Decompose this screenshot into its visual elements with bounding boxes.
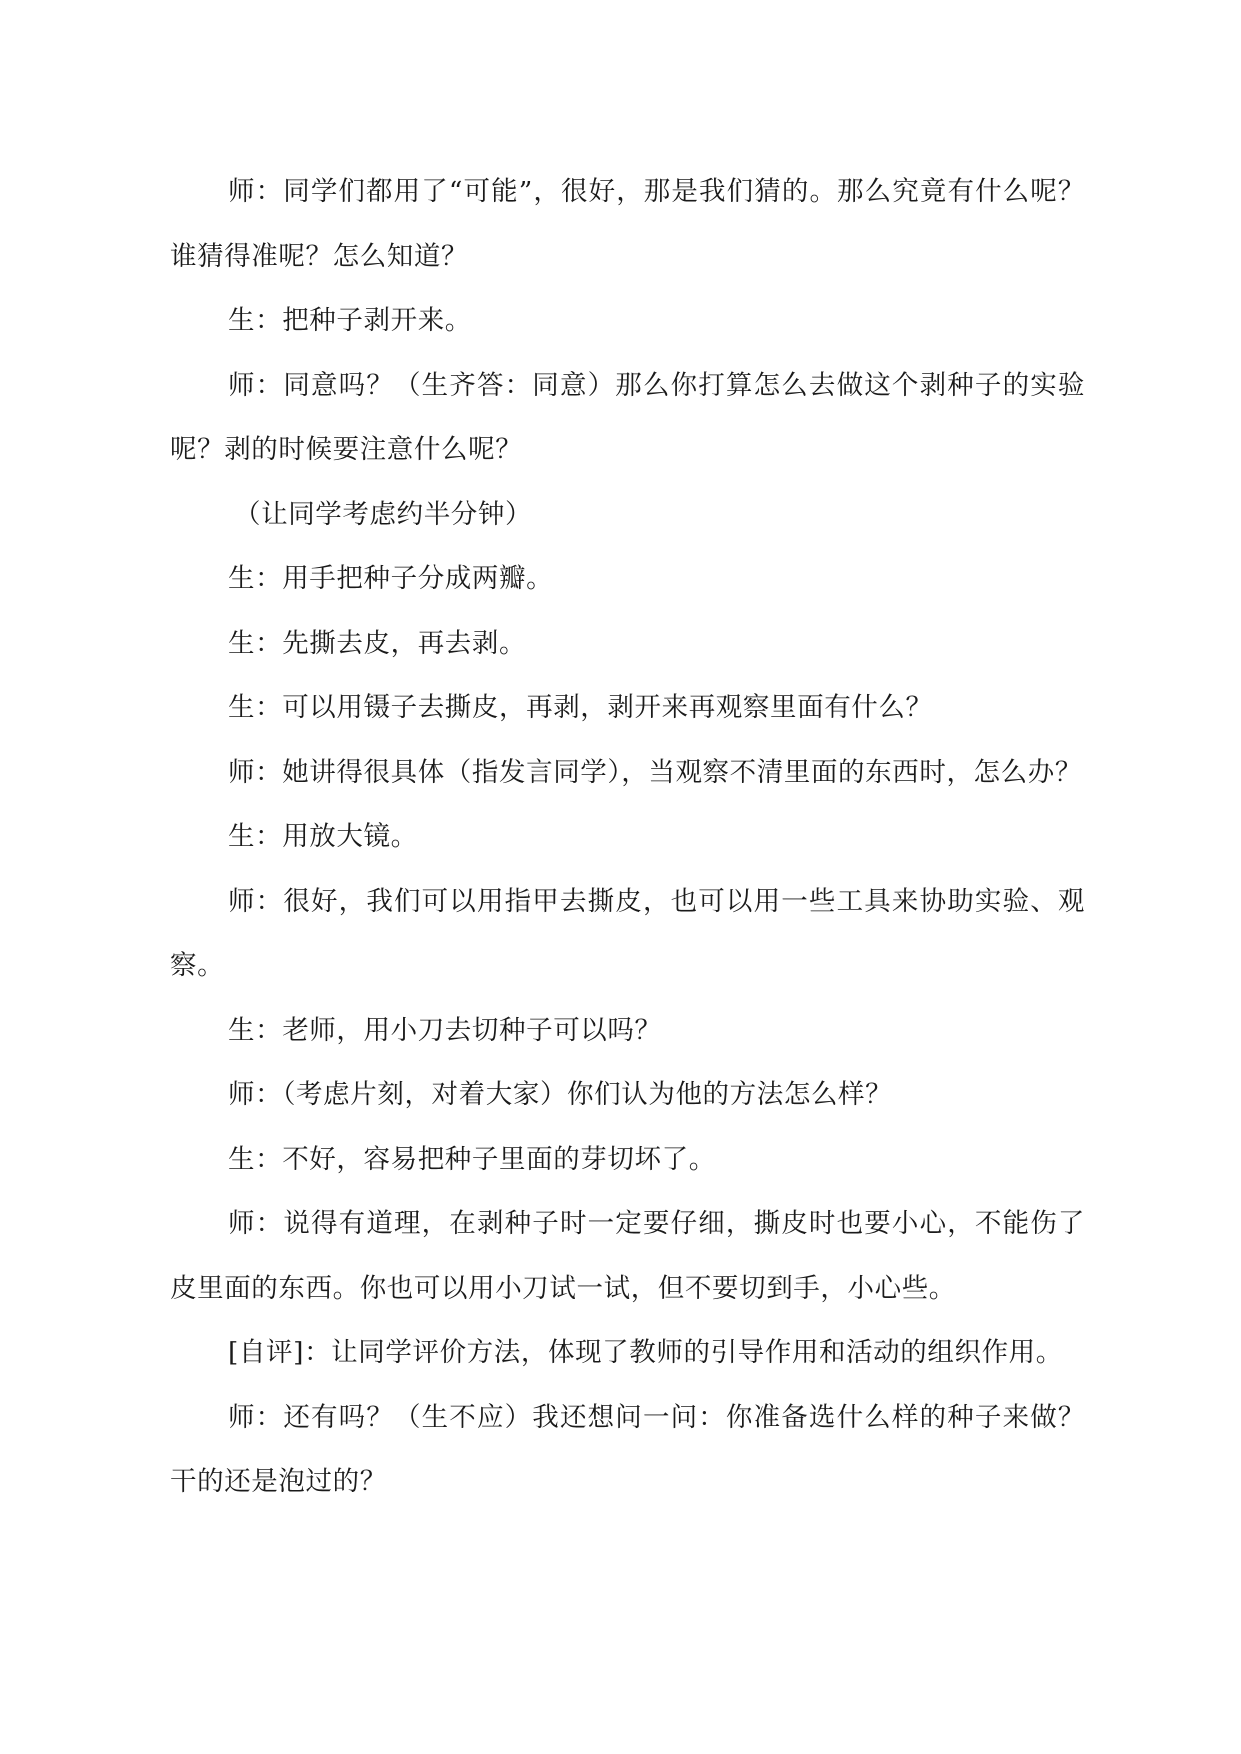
paragraph-12: 师：（考虑片刻，对着大家）你们认为他的方法怎么样？ xyxy=(228,1079,893,1110)
paragraph-14: 师：说得有道理，在剥种子时一定要仔细，撕皮时也要小心，不能伤了皮里面的东西。你也可以用小刀试一试，但不要切到手，小心些。 xyxy=(170,1208,1085,1304)
paragraph-8: 师：她讲得很具体（指发言同学），当观察不清里面的东西时，怎么办？ xyxy=(228,756,1082,788)
paragraph-9: 生：用放大镜。 xyxy=(228,821,418,852)
document-body xyxy=(170,160,1085,1515)
paragraph-7: 生：可以用镊子去撕皮，再剥，剥开来再观察里面有什么？ xyxy=(228,692,933,723)
paragraph-10: 师：很好，我们可以用指甲去撕皮，也可以用一些工具来协助实验、观察。 xyxy=(170,885,1085,981)
paragraph-11: 生：老师，用小刀去切种子可以吗？ xyxy=(228,1014,662,1046)
paragraph-4: （让同学考虑约半分钟） xyxy=(234,498,533,530)
paragraph-13: 生：不好，容易把种子里面的芽切坏了。 xyxy=(228,1143,716,1175)
paragraph-6: 生：先撕去皮，再去剥。 xyxy=(228,627,527,659)
paragraph-3: 师：同意吗？（生齐答：同意）那么你打算怎么去做这个剥种子的实验呢？剥的时候要注意什么呢？ xyxy=(170,369,1085,465)
paragraph-1: 师：同学们都用了“可能”，很好，那是我们猜的。那么究竟有什么呢？谁猜得准呢？怎么知道？ xyxy=(170,176,1085,272)
paragraph-5: 生：用手把种子分成两瓣。 xyxy=(228,563,554,594)
paragraph-15: [自评]：让同学评价方法，体现了教师的引导作用和活动的组织作用。 xyxy=(228,1337,1063,1368)
paragraph-16: 师：还有吗？（生不应）我还想问一问：你准备选什么样的种子来做？干的还是泡过的？ xyxy=(170,1401,1085,1497)
paragraph-2: 生：把种子剥开来。 xyxy=(228,305,472,336)
